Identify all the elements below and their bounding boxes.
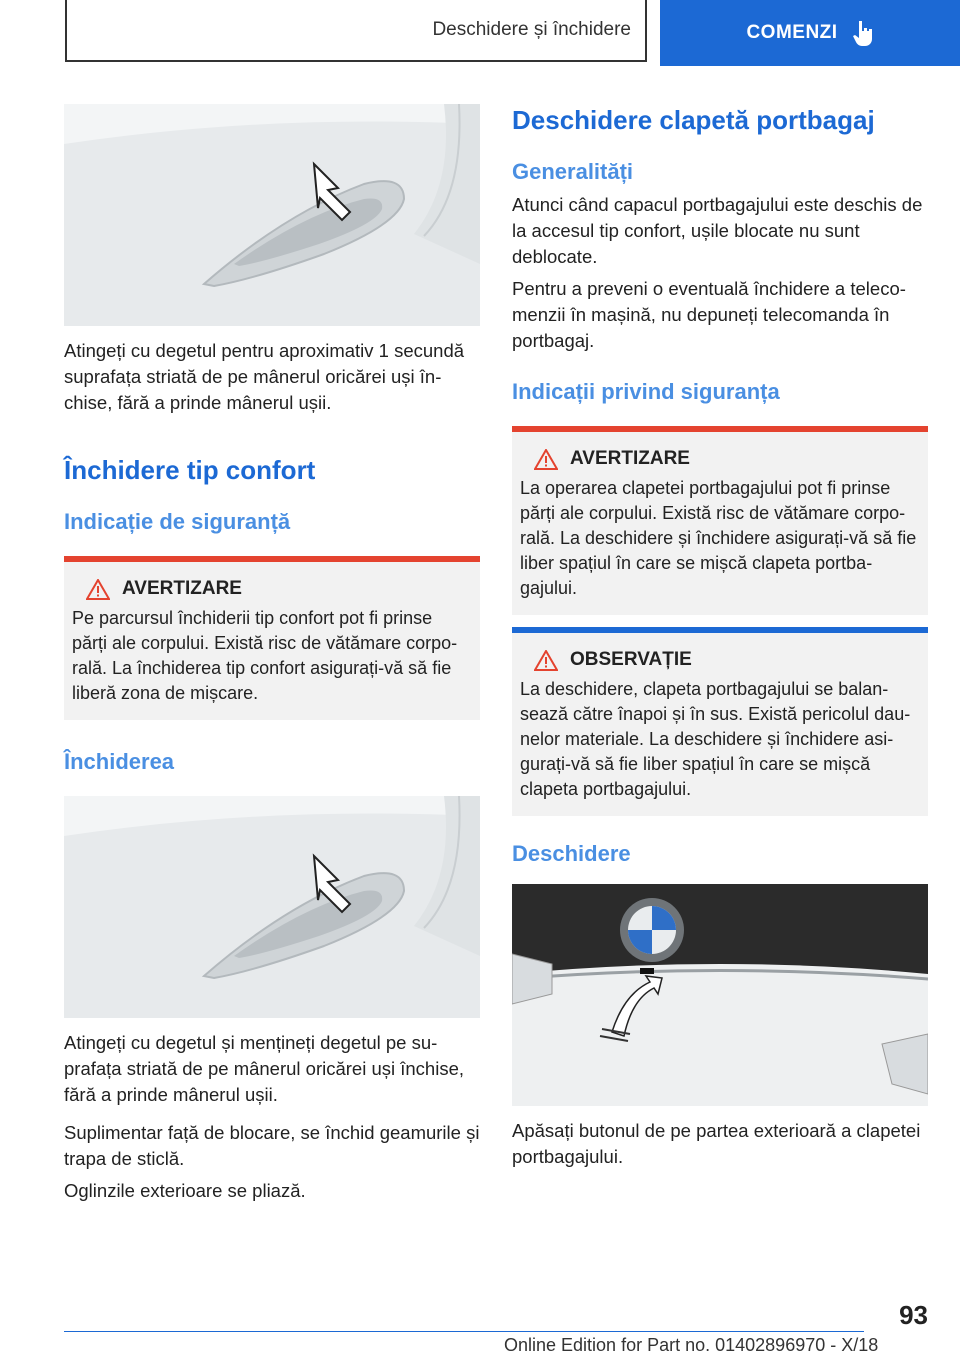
heading-safety-info: Indicații privind siguranța [512,379,780,404]
chapter-title: Deschidere și închidere [432,19,631,40]
right-column [512,104,928,1170]
caption-comfort-touch: Atingeți cu degetul pentru aproximativ 1 secundă suprafața striată de pe mânerul oricărei uși închise, fără a prinde mânerul ușii. [64,340,465,413]
heading-closing: Închiderea [64,749,175,774]
caption-hold-touch: Atingeți cu degetul și mențineți degetul pe suprafața striată de pe mânerul oricărei uși închise, fără a prinde mânerul ușii. [64,1032,465,1105]
note-box-tailgate [512,627,928,816]
page-number: 93 [899,1300,928,1330]
paragraph-mirrors: Oglinzile exterioare se pliază. [64,1180,306,1201]
warning-triangle-icon [86,579,110,600]
warning-text: Pe parcursul închiderii tip confort pot fi prinse părți ale corpului. Există risc de vătămare corporală. La închiderea tip confort asigurați-vă să fie liberă zona de mișcare. [72,608,458,703]
heading-general: Generalități [512,159,634,184]
section-tab[interactable] [660,0,960,66]
heading-safety-note: Indicație de siguranță [64,509,291,534]
chapter-tab[interactable] [65,0,647,62]
warning-text: La operarea clapetei portbagajului pot fi prinse părți ale corpului. Există risc de vătămare corporală. La deschidere și închidere asigurați-vă să fie liber spațiul în care se mișcă clapeta portbagajului. [520,478,917,598]
paragraph-windows: Suplimentar față de blocare, se închid geamurile și trapa de sticlă. [64,1122,480,1169]
footer-edition: Online Edition for Part no. 01402896970 - X/18 [504,1335,879,1355]
footer-divider [64,1331,864,1332]
paragraph-general-1: Atunci când capacul portbagajului este deschis de la accesul tip confort, ușile blocate nu sunt deblocate. [512,194,923,267]
warning-box-tailgate [512,426,928,615]
heading-open-tailgate: Deschidere clapetă portbagaj [512,105,875,135]
caption-press-button: Apăsați butonul de pe partea exterioară a clapetei portbagajului. [512,1120,921,1167]
page-header [65,0,960,66]
warning-title: AVERTIZARE [122,578,242,599]
warning-triangle-icon [534,449,558,470]
warning-title: AVERTIZARE [570,448,690,469]
left-column [64,104,480,1204]
tailgate-button-figure [512,884,928,1106]
note-text: La deschidere, clapeta portbagajului se balansează către înapoi și în sus. Există pericolul daunelor materiale. La deschidere și închidere asigurați-vă să fie liber spațiul în care se mișcă clapeta portbagajului. [520,679,911,799]
heading-opening: Deschidere [512,841,631,866]
hand-pointer-icon [852,20,874,46]
door-handle-figure-1 [64,104,480,326]
paragraph-general-2: Pentru a preveni o eventuală închidere a telecomenzii în mașină, nu depuneți telecomanda în portbagaj. [512,278,906,351]
heading-comfort-closing: Închidere tip confort [64,455,316,485]
note-title: OBSERVAȚIE [570,649,692,670]
door-handle-figure-2 [64,796,480,1018]
section-title: COMENZI [746,22,838,43]
warning-box-comfort [64,556,480,720]
note-triangle-icon [534,650,558,671]
